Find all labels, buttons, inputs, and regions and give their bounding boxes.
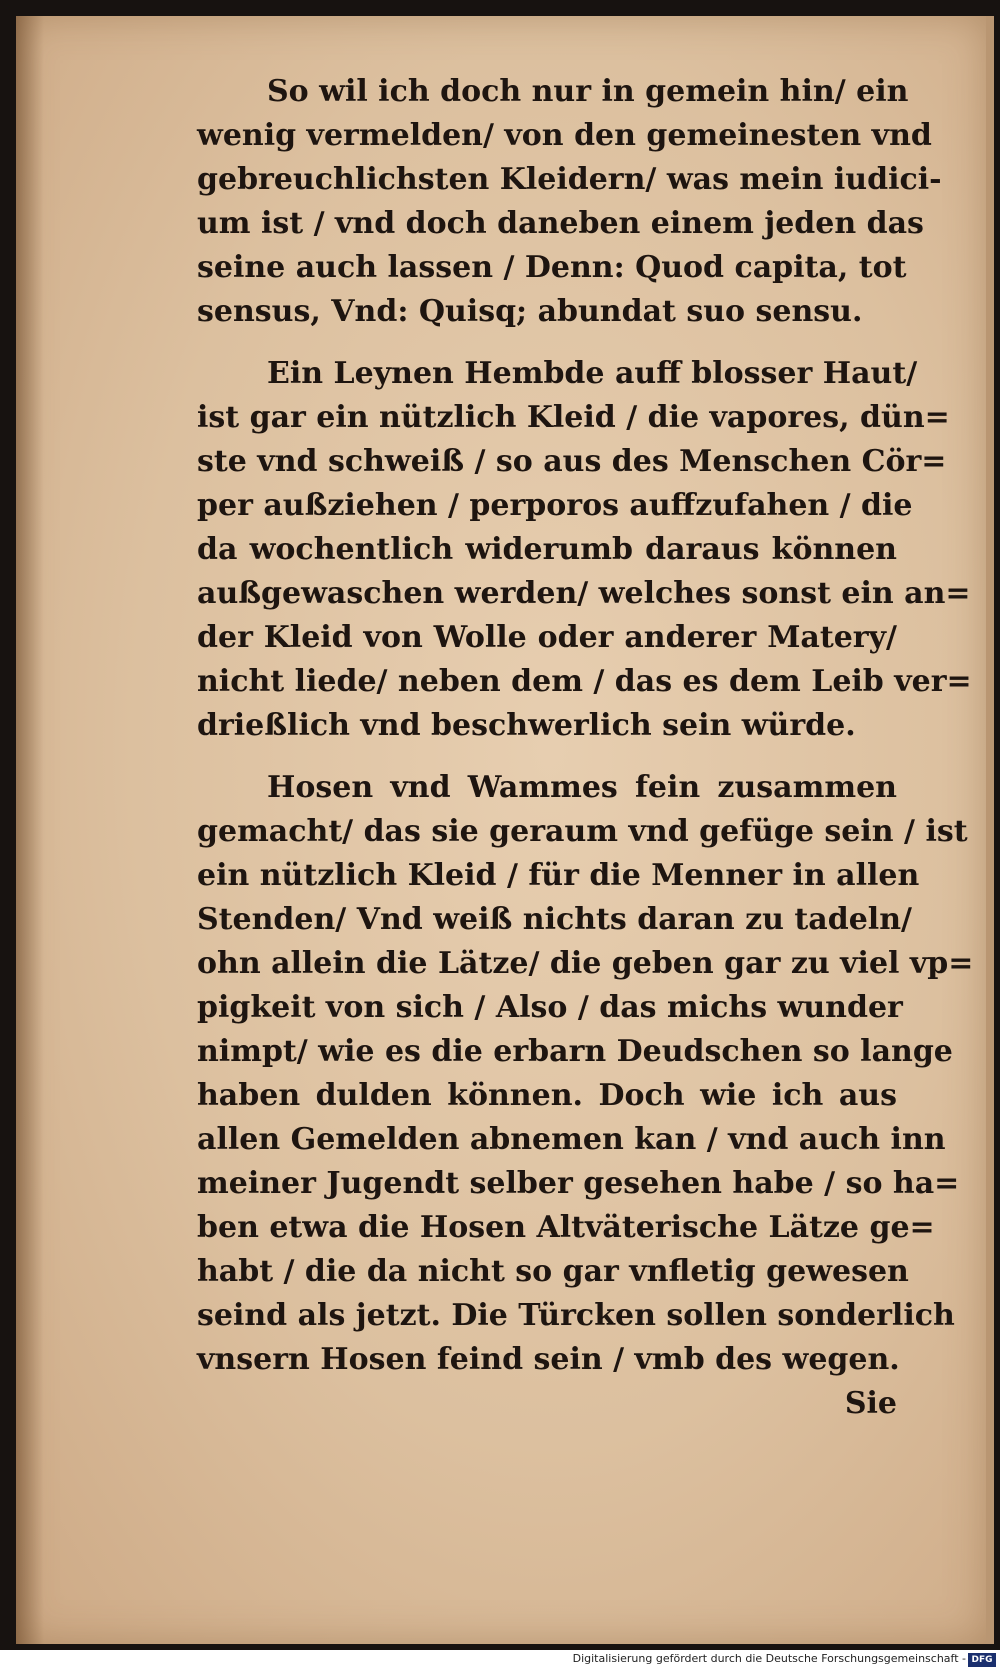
- text-line: außgewaschen werden/ welches sonst ein an=: [197, 576, 971, 611]
- text-line: seind als jetzt. Die Türcken sollen sonderlich: [197, 1298, 955, 1333]
- text-line: habt / die da nicht so gar vnfletig gewesen: [197, 1254, 909, 1289]
- text-line: um ist / vnd doch daneben einem jeden das: [197, 206, 924, 241]
- text-line: So wil ich doch nur in gemein hin/ ein: [267, 74, 909, 109]
- text-line: nimpt/ wie es die erbarn Deudschen so lange: [197, 1034, 953, 1069]
- text-line: da wochentlich widerumb daraus können: [197, 532, 897, 567]
- text-line: ben etwa die Hosen Altväterische Lätze ge=: [197, 1210, 935, 1245]
- text-line: sensus, Vnd: Quisq; abundat suo sensu.: [197, 294, 863, 329]
- page-gutter-shadow: [16, 16, 44, 1644]
- text-line: per außziehen / perporos auffzufahen / die: [197, 488, 913, 523]
- text-line: gebreuchlichsten Kleidern/ was mein iudici-: [197, 162, 942, 197]
- text-line: seine auch lassen / Denn: Quod capita, tot: [197, 250, 907, 285]
- text-line: ohn allein die Lätze/ die geben gar zu viel vp=: [197, 946, 974, 981]
- text-line: ist gar ein nützlich Kleid / die vapores, dün=: [197, 400, 950, 435]
- text-line: Stenden/ Vnd weiß nichts daran zu tadeln/: [197, 902, 912, 937]
- text-line: vnsern Hosen feind sein / vmb des wegen.: [197, 1342, 900, 1377]
- text-line: allen Gemelden abnemen kan / vnd auch inn: [197, 1122, 946, 1157]
- paragraph-1: [197, 70, 942, 334]
- catchword: Sie: [844, 1386, 897, 1421]
- paragraph-3: [197, 766, 974, 1382]
- text-line: Ein Leynen Hembde auff blosser Haut/: [267, 356, 918, 391]
- paragraph-2: [197, 352, 972, 748]
- text-line: drießlich vnd beschwerlich sein würde.: [197, 708, 856, 743]
- text-line: haben dulden können. Doch wie ich aus: [197, 1078, 897, 1113]
- text-line: Hosen vnd Wammes fein zusammen: [267, 770, 897, 805]
- dfg-logo: DFG: [968, 1653, 996, 1667]
- digitization-footer: [0, 1650, 1000, 1670]
- text-line: der Kleid von Wolle oder anderer Matery/: [197, 620, 897, 655]
- text-line: meiner Jugendt selber gesehen habe / so ha=: [197, 1166, 960, 1201]
- text-line: gemacht/ das sie geraum vnd gefüge sein / ist: [197, 814, 968, 849]
- text-line: pigkeit von sich / Also / das michs wunder: [197, 990, 903, 1025]
- text-line: wenig vermelden/ von den gemeinesten vnd: [197, 118, 932, 153]
- text-line: ste vnd schweiß / so aus des Menschen Cör=: [197, 444, 947, 479]
- text-line: ein nützlich Kleid / für die Menner in allen: [197, 858, 920, 893]
- text-line: nicht liede/ neben dem / das es dem Leib ver=: [197, 664, 972, 699]
- funding-credit: Digitalisierung gefördert durch die Deutsche Forschungsgemeinschaft -: [572, 1652, 966, 1665]
- page-text: [197, 70, 974, 1426]
